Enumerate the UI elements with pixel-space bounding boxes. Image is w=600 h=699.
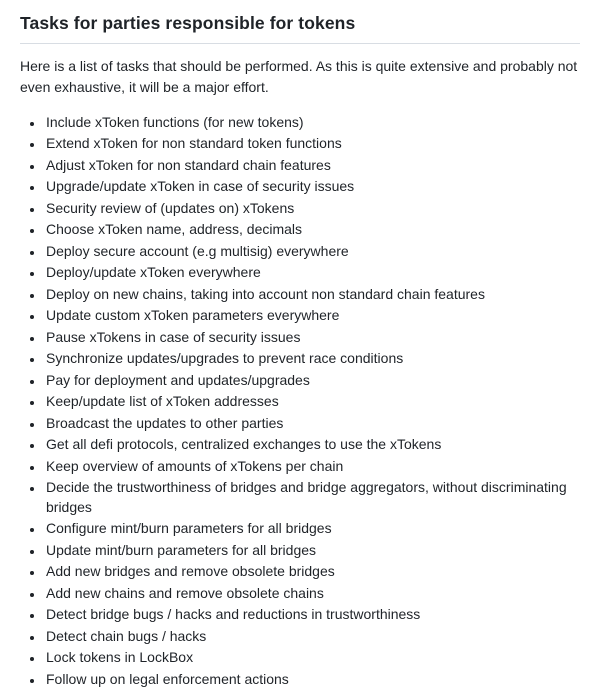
task-item: • Add new bridges and remove obsolete bridges [44,562,580,582]
task-item: • Lock tokens in LockBox [44,648,580,668]
task-list [20,113,580,690]
task-item: • Detect chain bugs / hacks [44,627,580,647]
task-item: • Detect bridge bugs / hacks and reductions in trustworthiness [44,605,580,625]
task-item: • Update mint/burn parameters for all bridges [44,541,580,561]
task-item: • Deploy/update xToken everywhere [44,263,580,283]
heading-divider [20,43,580,44]
task-item: • Include xToken functions (for new tokens) [44,113,580,133]
task-item: • Decide the trustworthiness of bridges and bridge aggregators, without discriminating bridges [44,478,580,517]
task-item: • Keep/update list of xToken addresses [44,392,580,412]
task-item: • Configure mint/burn parameters for all bridges [44,519,580,539]
task-item: • Adjust xToken for non standard chain features [44,156,580,176]
task-item: • Synchronize updates/upgrades to prevent race conditions [44,349,580,369]
task-item: • Security review of (updates on) xTokens [44,199,580,219]
task-item: • Upgrade/update xToken in case of security issues [44,177,580,197]
task-item: • Update custom xToken parameters everywhere [44,306,580,326]
intro-paragraph: Here is a list of tasks that should be performed. As this is quite extensive and probably not even exhaustive, it will be a major effort. [20,57,578,95]
task-item: • Add new chains and remove obsolete chains [44,584,580,604]
task-item: • Extend xToken for non standard token functions [44,134,580,154]
task-item: • Broadcast the updates to other parties [44,414,580,434]
page-title: Tasks for parties responsible for tokens [20,13,356,33]
task-item: • Deploy secure account (e.g multisig) everywhere [44,242,580,262]
task-item: • Follow up on legal enforcement actions [44,670,580,690]
task-item: • Pay for deployment and updates/upgrades [44,371,580,391]
task-item: • Keep overview of amounts of xTokens per chain [44,457,580,477]
task-item: • Deploy on new chains, taking into account non standard chain features [44,285,580,305]
task-item: • Pause xTokens in case of security issues [44,328,580,348]
task-item: • Choose xToken name, address, decimals [44,220,580,240]
task-item: • Get all defi protocols, centralized exchanges to use the xTokens [44,435,580,455]
